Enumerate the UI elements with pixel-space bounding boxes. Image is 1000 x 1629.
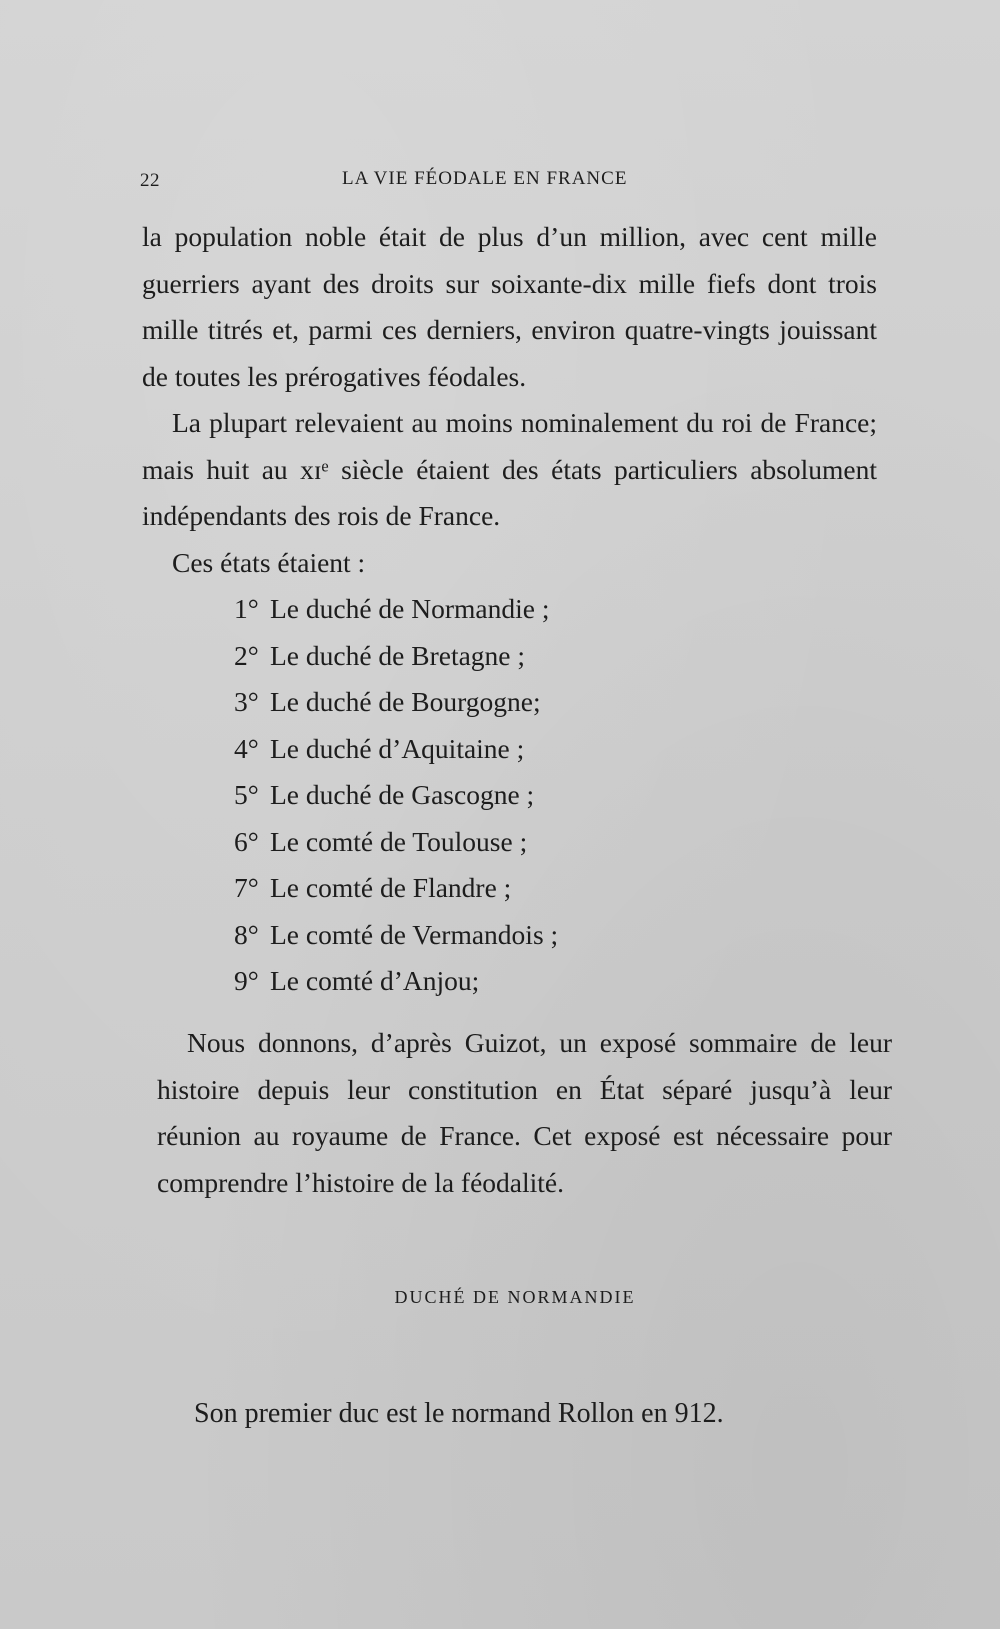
running-title: LA VIE FÉODALE EN FRANCE (342, 168, 628, 189)
list-number: 6° (234, 825, 259, 857)
page-header (140, 168, 660, 198)
list-item (142, 772, 877, 819)
list-text: Le duché de Normandie ; (270, 593, 550, 624)
list-text: Le comté de Toulouse ; (270, 825, 528, 857)
list-number: 1° (234, 593, 259, 624)
states-list (142, 586, 877, 1005)
page-number: 22 (140, 170, 160, 191)
list-number: 7° (234, 872, 259, 903)
list-text: Le duché de Bourgogne; (270, 686, 541, 717)
list-text: Le comté de Flandre ; (270, 872, 512, 903)
section-heading: DUCHÉ DE NORMANDIE (394, 1287, 636, 1307)
list-text: Le duché d’Aquitaine ; (270, 732, 525, 764)
list-text: Le duché de Bretagne ; (270, 639, 526, 671)
list-item (142, 958, 877, 1005)
section-first-line: Son premier duc est le normand Rollon en 912. (194, 1398, 724, 1429)
main-text (142, 214, 877, 1005)
list-item (142, 819, 877, 866)
list-item (142, 633, 877, 680)
list-number: 9° (234, 965, 259, 996)
list-text: Le duché de Gascogne ; (270, 779, 535, 810)
list-item (142, 586, 877, 633)
list-item (142, 912, 877, 959)
list-text: Le comté de Vermandois ; (270, 918, 559, 950)
list-item (142, 726, 877, 773)
paragraph-2: La plupart relevaient au moins nominalement du roi de France; mais huit au xɪᵉ siècle étaient des états particuliers absolument indépendants des rois de France. (142, 407, 877, 531)
paragraph-1: la population noble était de plus d’un million, avec cent mille guerriers ayant des droits sur soixante-dix mille fiefs dont trois mille titrés et, parmi ces derniers, environ quatre-vingts jouissant de toutes les prérogatives féodales. (142, 221, 877, 392)
list-text: Le comté d’Anjou; (270, 965, 480, 996)
list-number: 5° (234, 779, 259, 810)
paragraph-3: Ces états étaient : (172, 546, 366, 578)
list-number: 8° (234, 918, 259, 950)
lower-text (157, 1020, 892, 1206)
list-number: 4° (234, 732, 259, 764)
paragraph-4: Nous donnons, d’après Guizot, un exposé sommaire de leur histoire depuis leur constitution en État séparé jusqu’à leur réunion au royaume de France. Cet exposé est nécessaire pour comprendre l’histoire de la féodalité. (157, 1027, 892, 1198)
list-item (142, 865, 877, 912)
list-number: 2° (234, 639, 259, 671)
list-item (142, 679, 877, 726)
list-number: 3° (234, 686, 259, 717)
